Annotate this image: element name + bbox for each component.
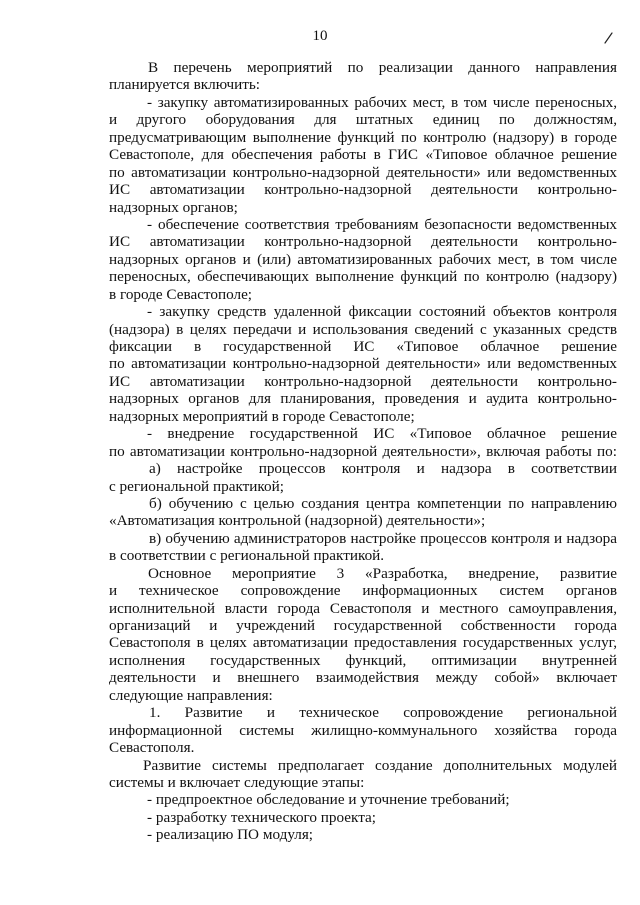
text-line: деятельности и внешнего взаимодействия между собой» включает: [109, 669, 617, 687]
text-line: планируется включить:: [109, 76, 261, 94]
text-line: Севастополя в целях автоматизации предоставления государственных услуг,: [109, 634, 617, 652]
text-line: Развитие системы предполагает создание дополнительных модулей: [143, 756, 617, 774]
text-line: ИС автоматизации контрольно-надзорной деятельности контрольно-: [109, 181, 617, 199]
text-line: информационной системы жилищно-коммунального хозяйства города: [109, 721, 617, 739]
text-line: в городе Севастополе;: [109, 285, 253, 303]
text-line: - разработку технического проекта;: [147, 808, 377, 826]
text-line: по автоматизации контрольно-надзорной деятельности» или ведомственных: [109, 355, 617, 373]
text-line: организаций и учреждений государственной собственности города: [109, 617, 617, 634]
text-line: надзорных мероприятий в городе Севастополе;: [109, 407, 415, 425]
text-line: исполнительной власти города Севастополя и местного самоуправления,: [109, 599, 617, 617]
text-line: Севастополе, для обеспечения работы в ГИС «Типовое облачное решение: [109, 146, 617, 164]
text-line: - предпроектное обследование и уточнение требований;: [147, 791, 510, 809]
text-line: (надзора) в целях передачи и использования сведений с указанных средств: [109, 320, 617, 338]
text-line: а) настройке процессов контроля и надзора в соответствии: [149, 460, 617, 478]
document-body: [109, 59, 617, 844]
text-line: и другого оборудования для штатных единиц по должностям,: [109, 111, 617, 129]
text-line: «Автоматизация контрольной (надзорной) деятельности»;: [109, 512, 486, 530]
text-line: в) обучению администраторов настройке процессов контроля и надзора: [149, 529, 617, 547]
page-number: 10: [312, 28, 328, 44]
text-line: - обеспечение соответствия требованиям безопасности ведомственных: [147, 215, 617, 233]
text-line: по автоматизации контрольно-надзорной деятельности» или ведомственных: [109, 163, 617, 181]
text-line: В перечень мероприятий по реализации данного направления: [148, 59, 617, 76]
text-line: предусматривающим выполнение функций по контролю (надзору) в городе: [109, 128, 617, 146]
handwritten-mark-icon: [603, 31, 615, 45]
text-line: - внедрение государственной ИС «Типовое облачное решение: [147, 425, 617, 443]
text-line: б) обучению с целью создания центра компетенции по направлению: [149, 494, 617, 512]
text-line: и техническое сопровождение информационных систем органов: [109, 582, 617, 600]
text-line: 1. Развитие и техническое сопровождение региональной: [149, 704, 617, 722]
text-line: надзорных органов и (или) автоматизированных рабочих мест, в том числе: [109, 250, 617, 268]
text-line: Севастополя.: [109, 739, 195, 757]
text-line: - закупку средств удаленной фиксации состояний объектов контроля: [147, 303, 617, 321]
text-line: надзорных органов для планирования, проведения и аудита контрольно-: [109, 390, 617, 408]
text-line: исполнения государственных функций, оптимизации внутренней: [109, 651, 617, 669]
text-line: переносных, обеспечивающих выполнение функций по контролю (надзору): [109, 268, 617, 286]
text-line: Основное мероприятие 3 «Разработка, внедрение, развитие: [148, 564, 617, 582]
text-line: системы и включает следующие этапы:: [109, 773, 365, 791]
text-line: в соответствии с региональной практикой.: [109, 547, 385, 565]
text-line: фиксации в государственной ИС «Типовое облачное решение: [109, 338, 617, 355]
text-line: надзорных органов;: [109, 198, 238, 216]
text-line: ИС автоматизации контрольно-надзорной деятельности контрольно-: [109, 372, 617, 390]
text-line: по автоматизации контрольно-надзорной деятельности», включая работы по:: [109, 442, 617, 460]
text-line: ИС автоматизации контрольно-надзорной деятельности контрольно-: [109, 233, 617, 251]
text-line: - закупку автоматизированных рабочих мест, в том числе переносных,: [147, 93, 617, 111]
text-line: следующие направления:: [109, 686, 273, 704]
text-line: - реализацию ПО модуля;: [147, 826, 314, 844]
text-line: с региональной практикой;: [109, 477, 284, 495]
